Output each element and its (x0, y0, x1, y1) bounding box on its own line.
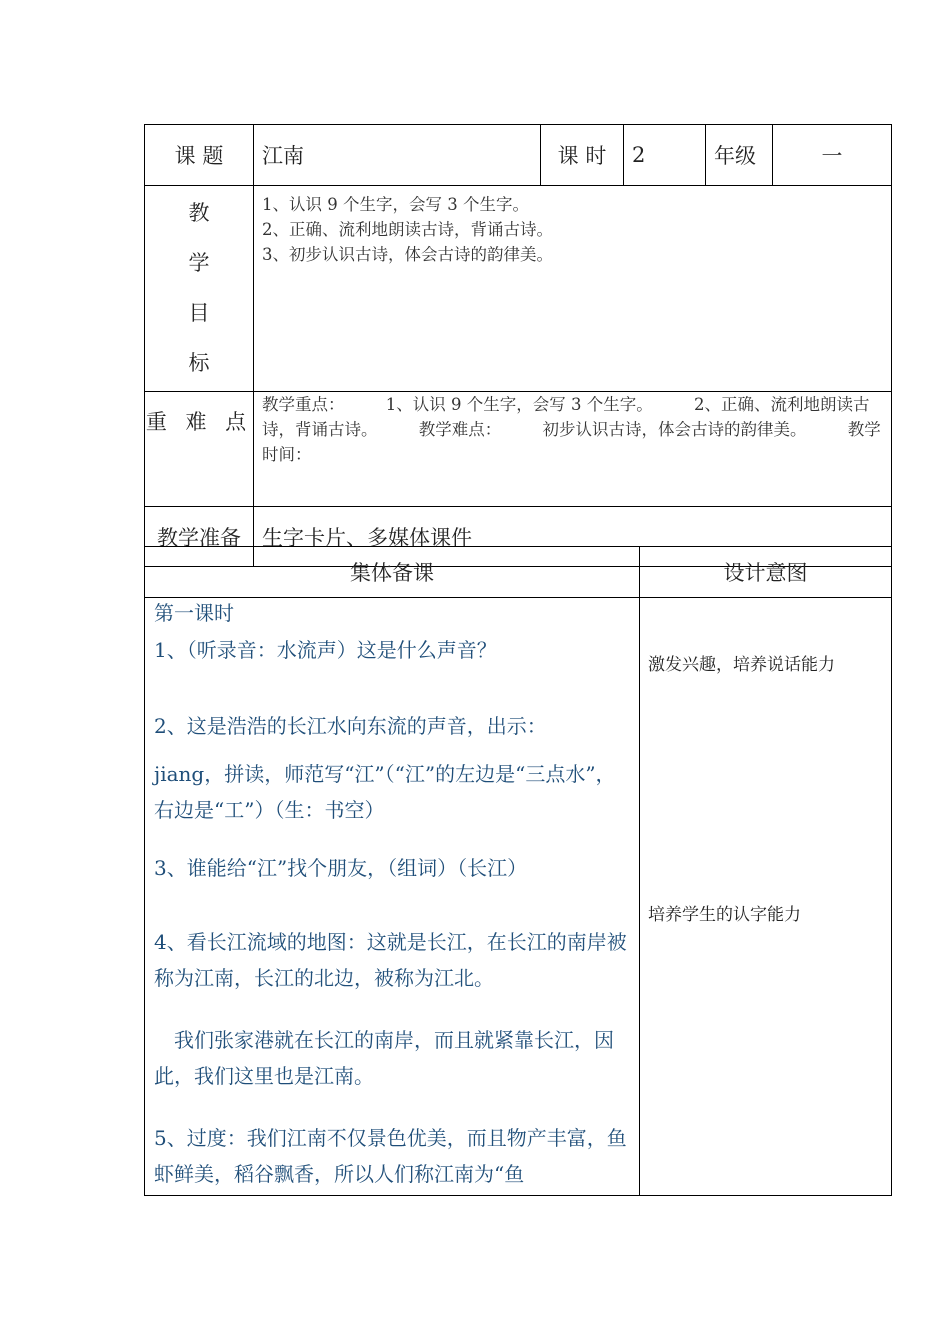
lesson-line: 2、这是浩浩的长江水向东流的声音，出示： (154, 714, 547, 738)
lesson-line: 3、谁能给“江”找个朋友，（组词）（长江） (154, 856, 528, 880)
period-label: 课 时 (541, 125, 624, 186)
key-points-label: 重 难 点 (145, 392, 254, 507)
preparation-value: 生字卡片、多媒体课件 (254, 507, 892, 567)
lesson-steps (145, 598, 640, 1196)
goal-item: 1、认识 9 个生字，会写 3 个生字。 (262, 195, 529, 214)
goals-label-char: 学 (188, 251, 210, 275)
design-intent-header: 设计意图 (640, 547, 892, 598)
lesson-line: 1、（听录音：水流声）这是什么声音？ (154, 638, 497, 662)
intent-item: 激发兴趣，培养说话能力 (648, 655, 835, 675)
title-row (145, 125, 892, 186)
grade-value: 一 (773, 125, 892, 186)
lesson-line: 5、过度：我们江南不仅景色优美，而且物产丰富，鱼虾鲜美，稻谷飘香，所以人们称江南为“鱼 (154, 1126, 627, 1186)
goals-label-char: 标 (188, 351, 210, 375)
intent-item: 培养学生的认字能力 (648, 905, 801, 925)
key-points-row (145, 392, 892, 507)
goals-label-char: 目 (188, 301, 210, 325)
lesson-process-table (144, 546, 892, 1196)
goal-item: 3、初步认识古诗，体会古诗的韵律美。 (262, 245, 553, 264)
grade-label: 年级 (706, 125, 773, 186)
lesson-body-row (145, 598, 892, 1196)
key-points-text: 教学重点： 1、认识 9 个生字，会写 3 个生字。 2、正确、流利地朗读古诗，背诵古诗。 教学难点： 初步认识古诗，体会古诗的韵律美。 教学时间： (254, 392, 892, 507)
goals-label (145, 186, 254, 392)
lesson-line: jiang，拼读，师范写“江”（“江”的左边是“三点水”，右边是“工”）（生：书空） (154, 762, 616, 822)
design-intent-column (640, 598, 892, 1196)
goal-item: 2、正确、流利地朗读古诗，背诵古诗。 (262, 220, 553, 239)
lesson-header-row (145, 547, 892, 598)
collective-prep-header: 集体备课 (145, 547, 640, 598)
topic-label: 课 题 (145, 125, 254, 186)
period-value: 2 (624, 125, 706, 186)
lesson-info-table (144, 124, 892, 567)
goals-row (145, 186, 892, 392)
lesson-line: 我们张家港就在长江的南岸，而且就紧靠长江，因此，我们这里也是江南。 (154, 1028, 614, 1088)
lesson-line: 第一课时 (154, 601, 234, 625)
goals-label-char: 教 (188, 201, 210, 225)
lesson-line: 4、看长江流域的地图：这就是长江，在长江的南岸被称为江南，长江的北边，被称为江北。 (154, 930, 627, 990)
preparation-label: 教学准备 (145, 507, 254, 567)
goals-list (254, 186, 892, 392)
topic-value: 江南 (254, 125, 541, 186)
